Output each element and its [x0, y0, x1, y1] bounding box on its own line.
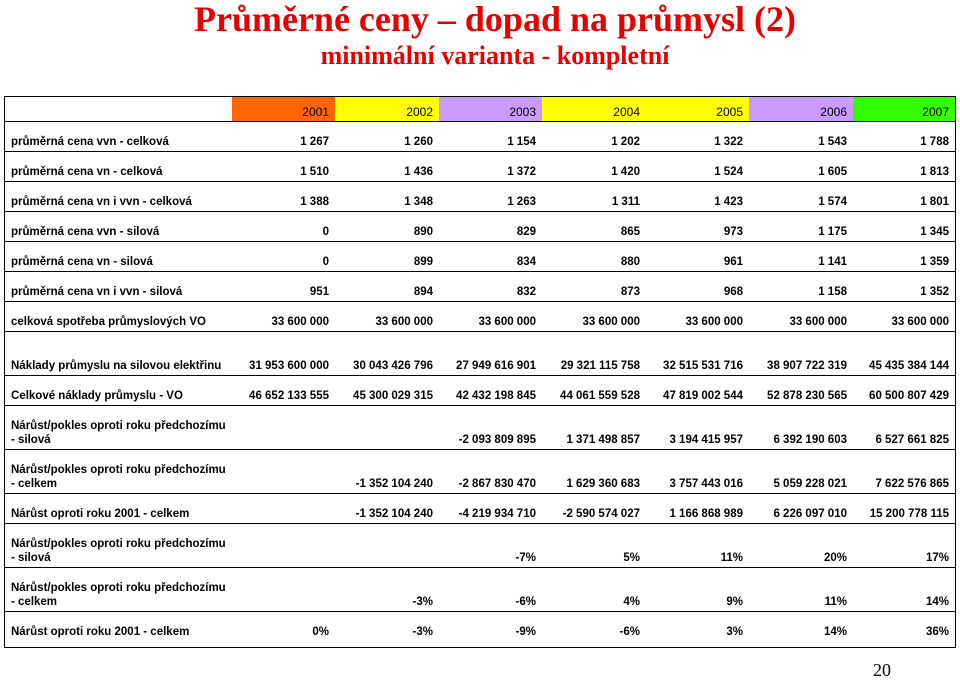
value-cell-2001: 33 600 000	[232, 302, 335, 332]
value-cell-2003: -4 219 934 710	[439, 494, 542, 524]
value-cell-2002: -1 352 104 240	[335, 494, 439, 524]
value-cell-2002: 1 348	[335, 182, 439, 212]
value-cell-2005: 1 423	[646, 182, 749, 212]
value-cell-2004: 1 311	[542, 182, 646, 212]
value-cell-2007: 33 600 000	[853, 302, 955, 332]
value-cell-2001: 951	[232, 272, 335, 302]
row-label: průměrná cena vn - celková	[5, 152, 232, 182]
value-cell-2003: -2 867 830 470	[439, 450, 542, 494]
value-cell-2007: 1 345	[853, 212, 955, 242]
table-row	[5, 568, 955, 612]
value-cell-2003: 1 154	[439, 122, 542, 152]
row-label: celková spotřeba průmyslových VO	[5, 302, 232, 332]
value-cell-2006: 5 059 228 021	[749, 450, 853, 494]
value-cell-2006: 11%	[749, 568, 853, 612]
value-cell-2004: 873	[542, 272, 646, 302]
value-cell-2007: 14%	[853, 568, 955, 612]
value-cell-2002: -3%	[335, 568, 439, 612]
table-row	[5, 272, 955, 302]
page-title: Průměrné ceny – dopad na průmysl (2)	[194, 0, 796, 39]
value-cell-2005: 33 600 000	[646, 302, 749, 332]
value-cell-2001: 31 953 600 000	[232, 332, 335, 376]
value-cell-2004: 1 202	[542, 122, 646, 152]
year-header-2006: 2006	[749, 97, 853, 122]
value-cell-2005: 11%	[646, 524, 749, 568]
value-cell-2002: 890	[335, 212, 439, 242]
value-cell-2007: 60 500 807 429	[853, 376, 955, 406]
value-cell-2001: 1 267	[232, 122, 335, 152]
value-cell-2002: 1 436	[335, 152, 439, 182]
value-cell-2002: 45 300 029 315	[335, 376, 439, 406]
value-cell-2006: 20%	[749, 524, 853, 568]
row-label: průměrná cena vvn - silová	[5, 212, 232, 242]
value-cell-2001	[232, 406, 335, 450]
value-cell-2006: 38 907 722 319	[749, 332, 853, 376]
value-cell-2006: 1 175	[749, 212, 853, 242]
value-cell-2002: 899	[335, 242, 439, 272]
value-cell-2005: 961	[646, 242, 749, 272]
value-cell-2007: 1 801	[853, 182, 955, 212]
table-row	[5, 376, 955, 406]
value-cell-2006: 1 141	[749, 242, 853, 272]
table-row	[5, 122, 955, 152]
row-label: průměrná cena vn - silová	[5, 242, 232, 272]
value-cell-2007: 45 435 384 144	[853, 332, 955, 376]
year-header-2003: 2003	[439, 97, 542, 122]
value-cell-2007: 17%	[853, 524, 955, 568]
value-cell-2004: 29 321 115 758	[542, 332, 646, 376]
value-cell-2003: -7%	[439, 524, 542, 568]
row-label: Nárůst/pokles oproti roku předchozímu - celkem	[5, 450, 232, 494]
value-cell-2001: 46 652 133 555	[232, 376, 335, 406]
value-cell-2007: 15 200 778 115	[853, 494, 955, 524]
value-cell-2007: 6 527 661 825	[853, 406, 955, 450]
year-header-2007: 2007	[853, 97, 955, 122]
table-row	[5, 182, 955, 212]
value-cell-2005: 1 524	[646, 152, 749, 182]
row-label: Nárůst oproti roku 2001 - celkem	[5, 494, 232, 524]
value-cell-2003: -9%	[515, 626, 536, 638]
year-header-2001: 2001	[232, 97, 335, 122]
value-cell-2004: 880	[542, 242, 646, 272]
value-cell-2003: 1 263	[439, 182, 542, 212]
value-cell-2002: 33 600 000	[335, 302, 439, 332]
value-cell-2007: 7 622 576 865	[853, 450, 955, 494]
table-row	[5, 450, 955, 494]
value-cell-2001	[232, 494, 335, 524]
value-cell-2006: 14%	[823, 626, 847, 638]
value-cell-2001: 1 510	[232, 152, 335, 182]
value-cell-2001	[232, 568, 335, 612]
value-cell-2002: -3%	[412, 626, 433, 638]
value-cell-2002	[335, 524, 439, 568]
value-cell-2001: 0	[232, 212, 335, 242]
row-label: Nárůst/pokles oproti roku předchozímu - silová	[5, 524, 232, 568]
value-cell-2003: 834	[439, 242, 542, 272]
value-cell-2006: 1 605	[749, 152, 853, 182]
table-row	[5, 406, 955, 450]
value-cell-2004: 44 061 559 528	[542, 376, 646, 406]
value-cell-2003: 832	[439, 272, 542, 302]
value-cell-2005: 9%	[646, 568, 749, 612]
value-cell-2002: -1 352 104 240	[335, 450, 439, 494]
value-cell-2004: 1 629 360 683	[542, 450, 646, 494]
value-cell-2007: 36%	[925, 626, 949, 638]
table-row	[5, 302, 955, 332]
value-cell-2003: 27 949 616 901	[439, 332, 542, 376]
value-cell-2003: -2 093 809 895	[439, 406, 542, 450]
value-cell-2007: 1 788	[853, 122, 955, 152]
value-cell-2001: 0%	[312, 626, 329, 638]
value-cell-2004: 1 420	[542, 152, 646, 182]
value-cell-2003: 829	[439, 212, 542, 242]
value-cell-2005: 1 166 868 989	[646, 494, 749, 524]
value-cell-2001	[232, 450, 335, 494]
value-cell-2005: 32 515 531 716	[646, 332, 749, 376]
row-label: Nárůst oproti roku 2001 - celkem	[11, 626, 190, 638]
value-cell-2005: 3%	[726, 626, 743, 638]
value-cell-2004: 4%	[542, 568, 646, 612]
value-cell-2007: 1 352	[853, 272, 955, 302]
value-cell-2002: 1 260	[335, 122, 439, 152]
value-cell-2003: -6%	[439, 568, 542, 612]
value-cell-2007: 1 813	[853, 152, 955, 182]
value-cell-2002: 30 043 426 796	[335, 332, 439, 376]
row-label: průměrná cena vn i vvn - celková	[5, 182, 232, 212]
table-row	[5, 152, 955, 182]
value-cell-2004: 1 371 498 857	[542, 406, 646, 450]
value-cell-2003: 1 372	[439, 152, 542, 182]
year-header-2004: 2004	[542, 97, 646, 122]
table-row	[5, 212, 955, 242]
table-row	[5, 524, 955, 568]
value-cell-2006: 1 158	[749, 272, 853, 302]
value-cell-2005: 968	[646, 272, 749, 302]
page-number: 20	[873, 660, 891, 680]
value-cell-2005: 3 194 415 957	[646, 406, 749, 450]
value-cell-2001	[232, 524, 335, 568]
value-cell-2004: 865	[542, 212, 646, 242]
header-empty-cell	[5, 97, 232, 122]
table-row	[5, 242, 955, 272]
page-subtitle: minimální varianta - kompletní	[320, 41, 670, 70]
value-cell-2005: 973	[646, 212, 749, 242]
value-cell-2001: 1 388	[232, 182, 335, 212]
row-label: průměrná cena vvn - celková	[5, 122, 232, 152]
table-row	[5, 494, 955, 524]
value-cell-2006: 6 226 097 010	[749, 494, 853, 524]
value-cell-2006: 1 543	[749, 122, 853, 152]
value-cell-2004: 5%	[542, 524, 646, 568]
value-cell-2004: 33 600 000	[542, 302, 646, 332]
value-cell-2005: 1 322	[646, 122, 749, 152]
value-cell-2007: 1 359	[853, 242, 955, 272]
row-label: Nárůst/pokles oproti roku předchozímu - silová	[5, 406, 232, 450]
value-cell-2002	[335, 406, 439, 450]
header-row	[5, 97, 955, 122]
value-cell-2001: 0	[232, 242, 335, 272]
row-label: Celkové náklady průmyslu - VO	[5, 376, 232, 406]
value-cell-2004: -2 590 574 027	[542, 494, 646, 524]
row-label: Náklady průmyslu na silovou elektřinu	[5, 332, 232, 376]
value-cell-2005: 47 819 002 544	[646, 376, 749, 406]
data-table-frame	[4, 96, 956, 648]
value-cell-2006: 1 574	[749, 182, 853, 212]
value-cell-2006: 6 392 190 603	[749, 406, 853, 450]
value-cell-2002: 894	[335, 272, 439, 302]
table-row	[5, 612, 955, 642]
data-table	[5, 97, 955, 641]
value-cell-2006: 52 878 230 565	[749, 376, 853, 406]
year-header-2002: 2002	[335, 97, 439, 122]
row-label: průměrná cena vn i vvn - silová	[5, 272, 232, 302]
value-cell-2005: 3 757 443 016	[646, 450, 749, 494]
value-cell-2003: 33 600 000	[439, 302, 542, 332]
year-header-2005: 2005	[646, 97, 749, 122]
value-cell-2003: 42 432 198 845	[439, 376, 542, 406]
value-cell-2006: 33 600 000	[749, 302, 853, 332]
value-cell-2004: -6%	[619, 626, 640, 638]
row-label: Nárůst/pokles oproti roku předchozímu - celkem	[5, 568, 232, 612]
table-row	[5, 332, 955, 376]
